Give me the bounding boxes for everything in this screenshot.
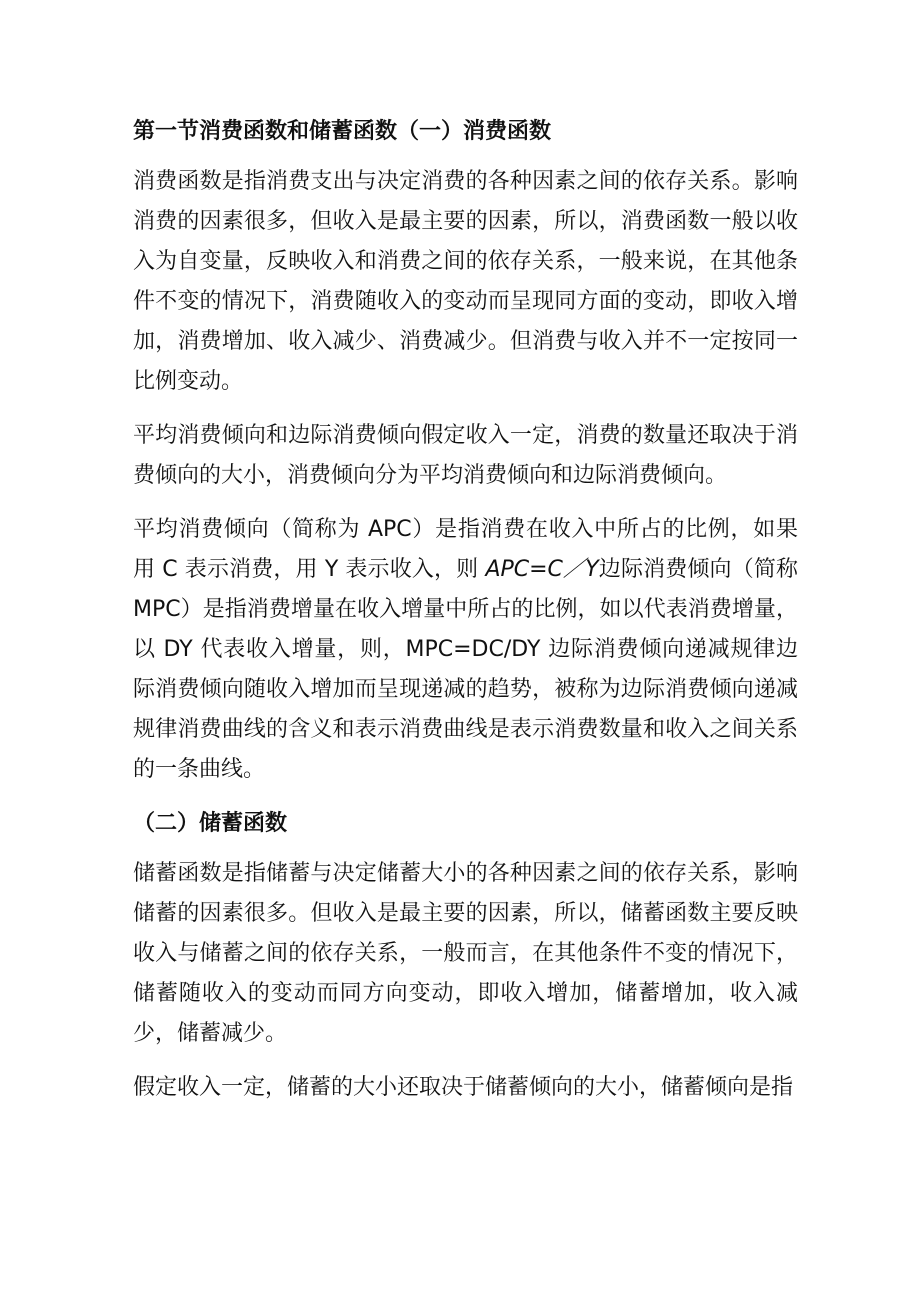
mpc-text: 边际消费倾向（简称 MPC）是指消费增量在收入增量中所占的比例，如以代表消费增量，以 DY 代表收入增量，则，MPC=DC/DY 边际消费倾向递减规律边际消费倾向随收入增加而呈现递减的趋势，被称为边际消费倾向递减规律消费曲线的含义和表示消费曲线是表示消费数量和收入之间关系的一条曲线。: [133, 557, 798, 782]
section-heading: 第一节消费函数和储蓄函数（一）消费函数: [133, 119, 552, 144]
apc-mpc-paragraph: [133, 510, 798, 790]
savings-function-paragraph: 储蓄函数是指储蓄与决定储蓄大小的各种因素之间的依存关系，影响储蓄的因素很多。但收入是最主要的因素，所以，储蓄函数主要反映收入与储蓄之间的依存关系，一般而言，在其他条件不变的情况下，储蓄随收入的变动而同方向变动，即收入增加，储蓄增加，收入减少，储蓄减少。: [133, 861, 798, 1046]
consumption-function-paragraph: 消费函数是指消费支出与决定消费的各种因素之间的依存关系。影响消费的因素很多，但收入是最主要的因素，所以，消费函数一般以收入为自变量，反映收入和消费之间的依存关系，一般来说，在其他条件不变的情况下，消费随收入的变动而呈现同方面的变动，即收入增加，消费增加、收入减少、消费减少。但消费与收入并不一定按同一比例变动。: [133, 169, 798, 394]
savings-propensity-paragraph: 假定收入一定，储蓄的大小还取决于储蓄倾向的大小，储蓄倾向是指: [133, 1075, 794, 1100]
apc-text: 平均消费倾向（简称为 APC）是指消费在收入中所占的比例，如果用 C 表示消费，用 Y 表示收入，则: [133, 517, 798, 582]
consumption-propensity-paragraph: 平均消费倾向和边际消费倾向假定收入一定，消费的数量还取决于消费倾向的大小，消费倾向分为平均消费倾向和边际消费倾向。: [133, 423, 798, 488]
apc-formula: APC=C／Y: [485, 557, 599, 582]
document-page: [133, 112, 798, 1108]
savings-subheading: （二）储蓄函数: [133, 811, 288, 836]
